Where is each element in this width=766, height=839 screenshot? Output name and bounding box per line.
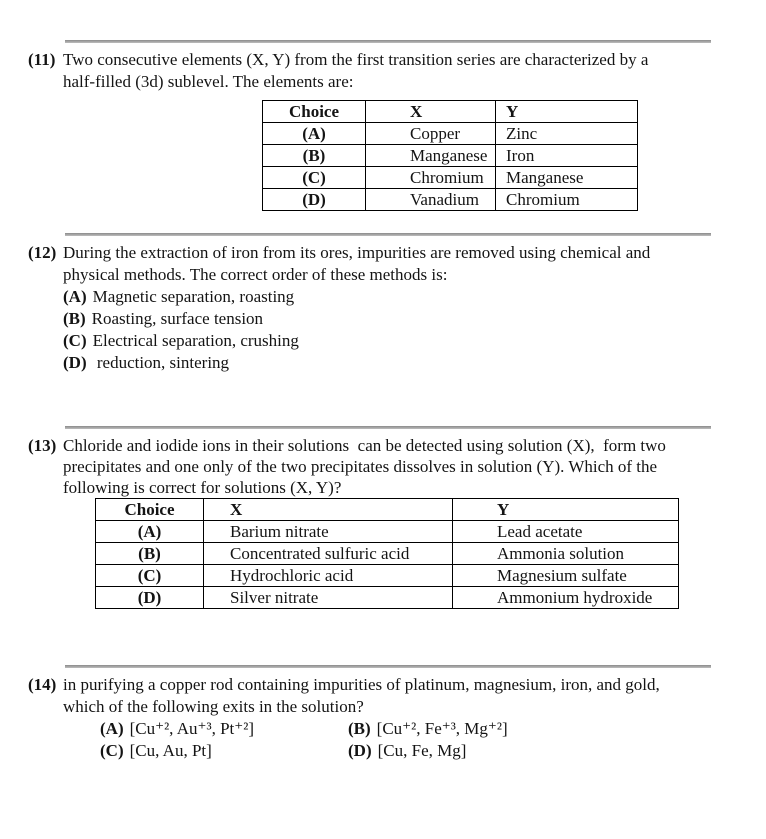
option-label: (D) [63, 353, 87, 372]
question-11-body [28, 49, 766, 93]
choice-cell: (A) [263, 123, 366, 145]
x-cell: Hydrochloric acid [204, 565, 453, 587]
question-13-body [28, 435, 766, 498]
question-14-text-line-2: which of the following exits in the solution? [63, 697, 364, 716]
question-12-text-line-1: During the extraction of iron from its ores, impurities are removed using chemical and [63, 243, 651, 262]
choice-cell: (C) [96, 565, 204, 587]
table-row-a [263, 123, 638, 145]
x-cell: Silver nitrate [204, 587, 453, 609]
question-11-choices-table [262, 100, 638, 211]
question-12-option-d [63, 352, 766, 374]
option-label: (C) [63, 331, 87, 350]
table-header-x: X [366, 101, 496, 123]
question-11-number: (11) [28, 50, 56, 69]
question-14-option-a [100, 718, 348, 740]
option-label: (D) [348, 741, 372, 760]
choice-cell: (D) [96, 587, 204, 609]
option-text: [Cu, Au, Pt] [129, 741, 212, 760]
option-text: Electrical separation, crushing [92, 331, 299, 350]
option-label: (C) [100, 741, 124, 760]
table-row-a [96, 521, 679, 543]
option-text: reduction, sintering [92, 353, 230, 372]
table-header-y: Y [453, 499, 679, 521]
table-row-d [263, 189, 638, 211]
question-12-text-line-2: physical methods. The correct order of these methods is: [63, 265, 448, 284]
option-label: (A) [100, 719, 124, 738]
choice-cell: (C) [263, 167, 366, 189]
question-13 [0, 435, 766, 609]
option-text: [Cu⁺², Fe⁺³, Mg⁺²] [376, 719, 508, 738]
choice-cell: (B) [96, 543, 204, 565]
question-11-text-line-1: Two consecutive elements (X, Y) from the first transition series are characterized by a [63, 50, 649, 69]
table-header-row [263, 101, 638, 123]
question-11 [0, 49, 766, 211]
option-label: (A) [63, 287, 87, 306]
y-cell: Manganese [496, 167, 638, 189]
x-cell: Copper [366, 123, 496, 145]
table-row-b [263, 145, 638, 167]
table-row-d [96, 587, 679, 609]
question-13-text-line-3: following is correct for solutions (X, Y)? [63, 478, 342, 497]
question-14-number: (14) [28, 675, 57, 694]
question-14-option-d [348, 740, 766, 762]
question-11-text-line-2: half-filled (3d) sublevel. The elements are: [63, 72, 354, 91]
question-14-options [100, 718, 766, 762]
table-header-row [96, 499, 679, 521]
question-14-text-line-1: in purifying a copper rod containing impurities of platinum, magnesium, iron, and gold, [63, 675, 660, 694]
option-text: Magnetic separation, roasting [92, 287, 295, 306]
question-12 [0, 242, 766, 374]
exam-document-page [0, 40, 766, 762]
question-12-option-b [63, 308, 766, 330]
question-12-option-c [63, 330, 766, 352]
option-text: [Cu⁺², Au⁺³, Pt⁺²] [129, 719, 254, 738]
option-label: (B) [348, 719, 371, 738]
section-divider [65, 40, 711, 43]
question-13-number: (13) [28, 436, 57, 455]
x-cell: Concentrated sulfuric acid [204, 543, 453, 565]
question-14-body [28, 674, 766, 718]
table-row-c [96, 565, 679, 587]
question-13-text-line-2: precipitates and one only of the two precipitates dissolves in solution (Y). Which of the [63, 457, 658, 476]
choice-cell: (A) [96, 521, 204, 543]
table-row-c [263, 167, 638, 189]
y-cell: Ammonia solution [453, 543, 679, 565]
y-cell: Chromium [496, 189, 638, 211]
table-header-y: Y [496, 101, 638, 123]
section-divider [65, 426, 711, 429]
y-cell: Ammonium hydroxide [453, 587, 679, 609]
table-header-x: X [204, 499, 453, 521]
x-cell: Manganese [366, 145, 496, 167]
table-header-choice: Choice [96, 499, 204, 521]
question-14-option-c [100, 740, 348, 762]
y-cell: Lead acetate [453, 521, 679, 543]
section-divider [65, 665, 711, 668]
choice-cell: (B) [263, 145, 366, 167]
question-13-choices-table [95, 498, 679, 609]
question-14 [0, 674, 766, 762]
section-divider [65, 233, 711, 236]
x-cell: Barium nitrate [204, 521, 453, 543]
y-cell: Zinc [496, 123, 638, 145]
y-cell: Magnesium sulfate [453, 565, 679, 587]
table-header-choice: Choice [263, 101, 366, 123]
question-13-text-line-1: Chloride and iodide ions in their solutions can be detected using solution (X), form two [63, 436, 666, 455]
x-cell: Chromium [366, 167, 496, 189]
choice-cell: (D) [263, 189, 366, 211]
option-text: [Cu, Fe, Mg] [377, 741, 467, 760]
table-row-b [96, 543, 679, 565]
option-label: (B) [63, 309, 86, 328]
question-12-option-a [63, 286, 766, 308]
question-12-number: (12) [28, 243, 57, 262]
question-12-body [28, 242, 766, 374]
x-cell: Vanadium [366, 189, 496, 211]
option-text: Roasting, surface tension [91, 309, 264, 328]
question-14-option-b [348, 718, 766, 740]
y-cell: Iron [496, 145, 638, 167]
